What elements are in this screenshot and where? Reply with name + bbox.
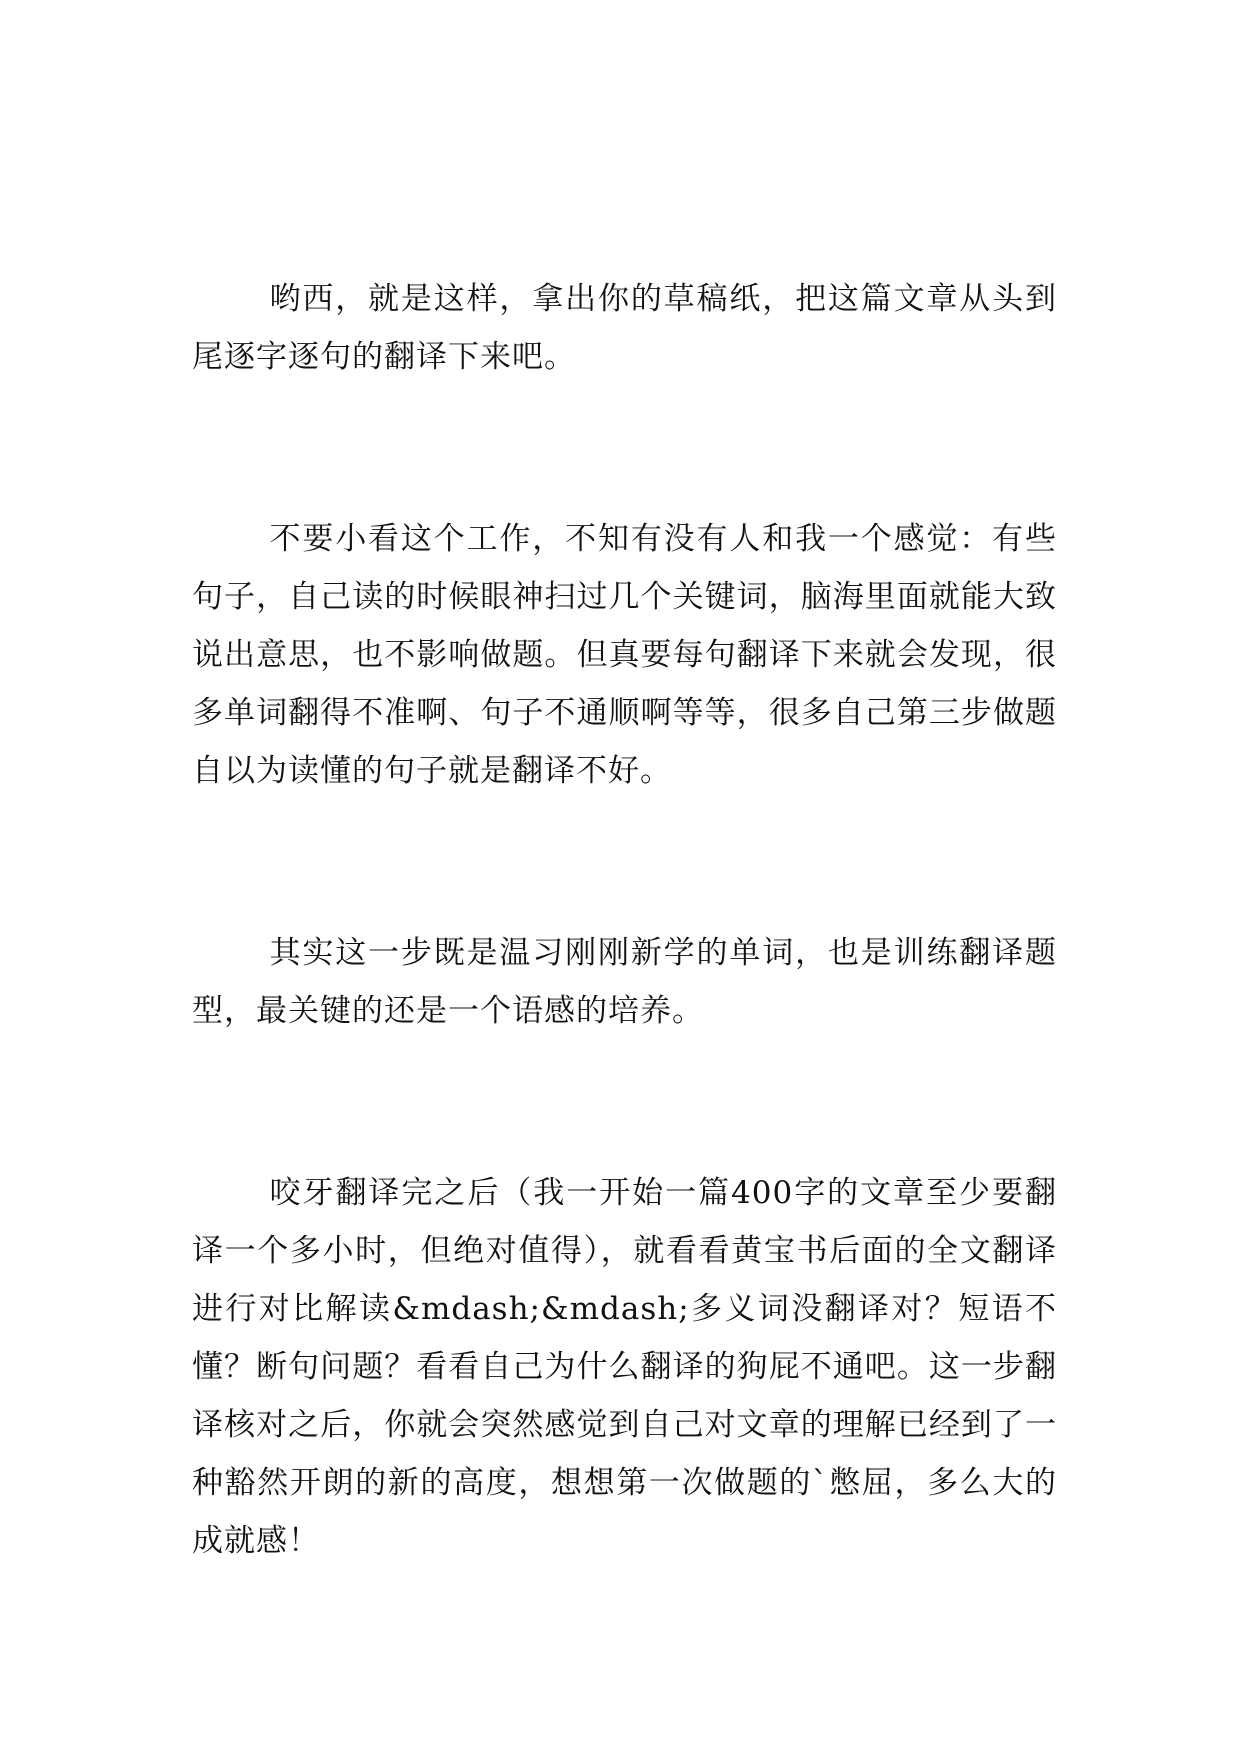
document-body xyxy=(192,270,1057,1570)
paragraph-1: 哟西，就是这样，拿出你的草稿纸，把这篇文章从头到尾逐字逐句的翻译下来吧。 xyxy=(192,281,1057,375)
paragraph-3: 其实这一步既是温习刚刚新学的单词，也是训练翻译题型，最关键的还是一个语感的培养。 xyxy=(192,935,1057,1029)
paragraph-2: 不要小看这个工作，不知有没有人和我一个感觉：有些句子，自己读的时候眼神扫过几个关键词，脑海里面就能大致说出意思，也不影响做题。但真要每句翻译下来就会发现，很多单词翻得不准啊、句子不通顺啊等等，很多自己第三步做题自以为读懂的句子就是翻译不好。 xyxy=(192,521,1057,789)
paragraph-4: 咬牙翻译完之后（我一开始一篇400字的文章至少要翻译一个多小时，但绝对值得），就看看黄宝书后面的全文翻译进行对比解读&mdash;&mdash;多义词没翻译对？短语不懂？断句问题？看看自己为什么翻译的狗屁不通吧。这一步翻译核对之后，你就会突然感觉到自己对文章的理解已经到了一种豁然开朗的新的高度，想想第一次做题的`憋屈，多么大的成就感！ xyxy=(192,1175,1057,1559)
